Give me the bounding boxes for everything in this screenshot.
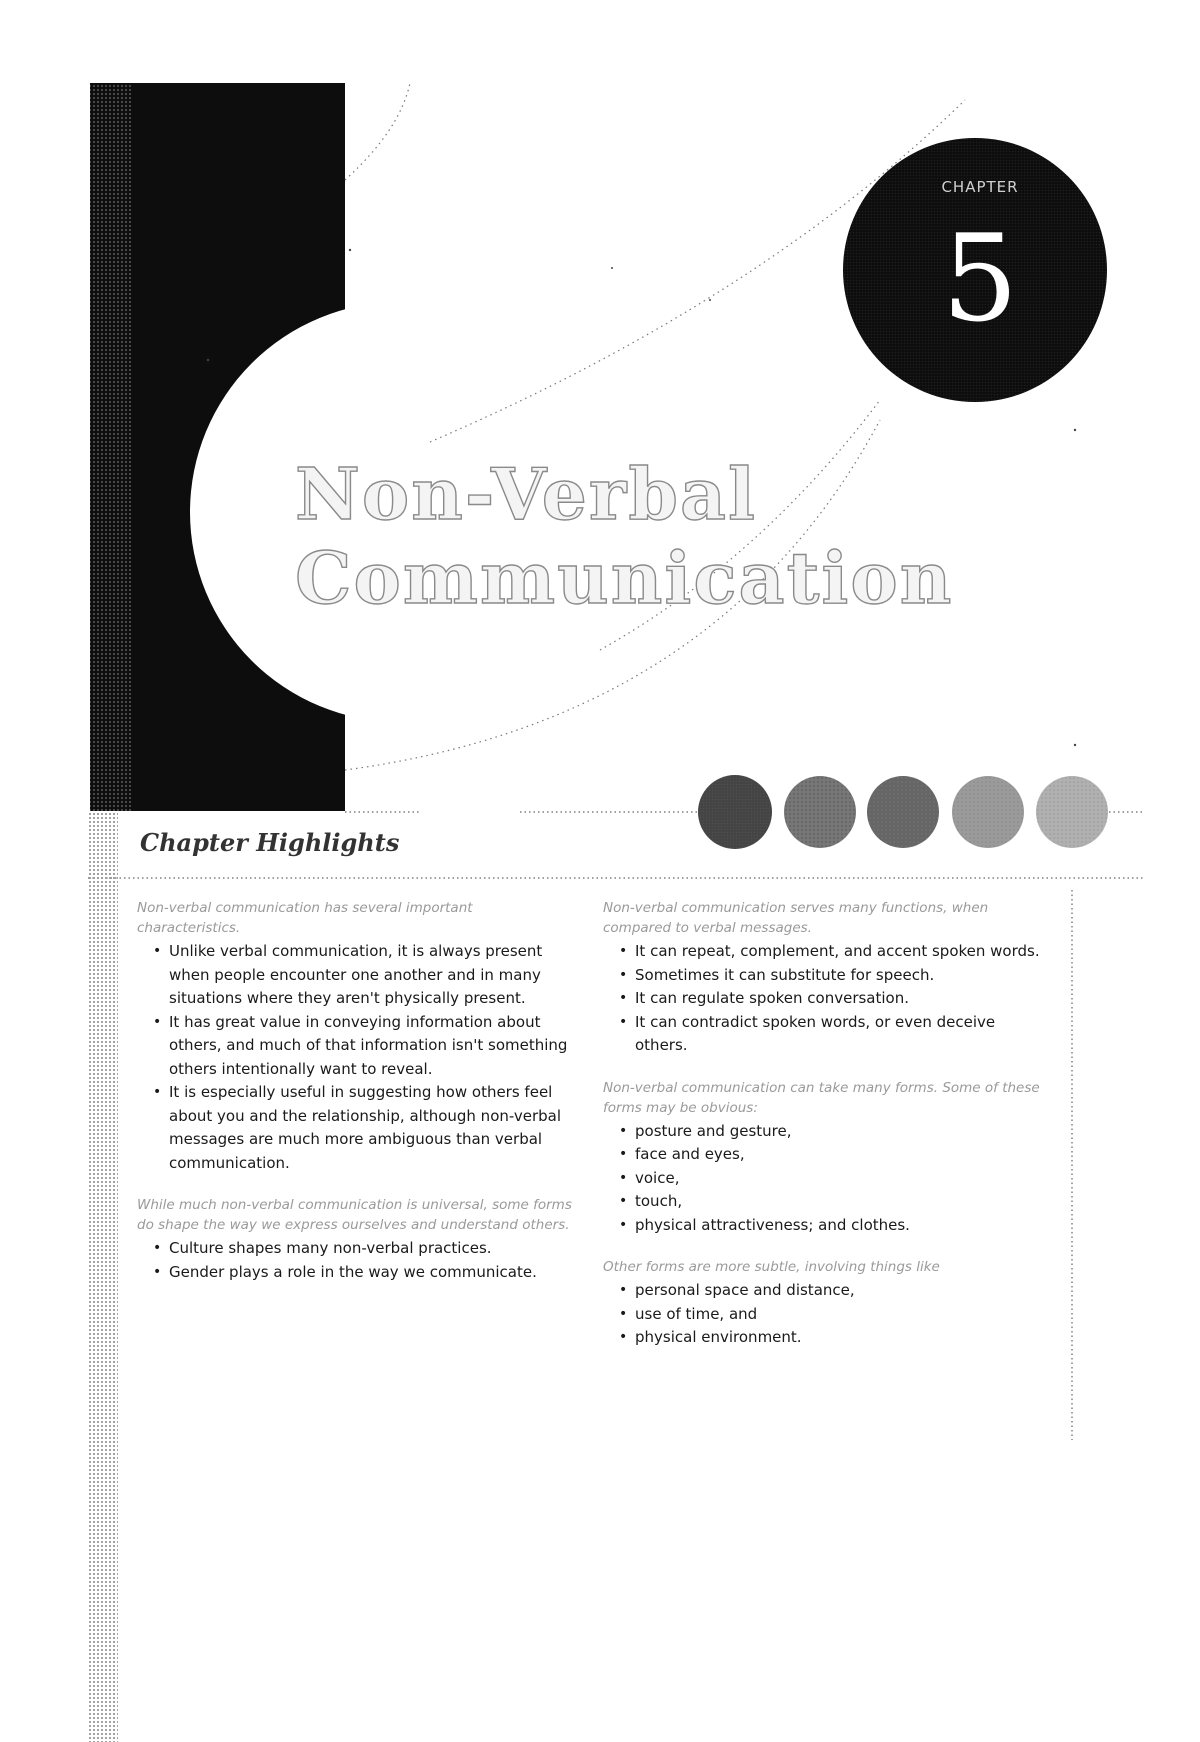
bullet-list [137, 940, 577, 1175]
highlight-group [603, 1078, 1043, 1238]
chapter-title-line-1: Non-Verbal [295, 452, 757, 536]
group-intro: Non-verbal communication serves many functions, when compared to verbal messages. [603, 900, 989, 936]
group-intro: While much non-verbal communication is universal, some forms do shape the way we express ourselves and understand others. [137, 1197, 572, 1233]
list-item: • Unlike verbal communication, it is always present when people encounter one another and in many situations where they aren't physically present. [169, 940, 577, 1011]
list-item: • posture and gesture, [635, 1120, 1043, 1144]
list-item: • It can regulate spoken conversation. [635, 987, 1043, 1011]
list-item: • It can repeat, complement, and accent spoken words. [635, 940, 1043, 964]
group-intro: Non-verbal communication can take many forms. Some of these forms may be obvious: [603, 1079, 1040, 1116]
list-item: • Sometimes it can substitute for speech. [635, 964, 1043, 988]
list-item: • Gender plays a role in the way we communicate. [169, 1261, 577, 1285]
highlights-right-column [603, 898, 1043, 1370]
highlight-group [603, 1257, 1043, 1350]
bullet-list [603, 1120, 1043, 1238]
group-intro: Non-verbal communication has several important characteristics. [137, 900, 473, 936]
list-item: • It is especially useful in suggesting how others feel about you and the relationship, although non-verbal messages are much more ambiguous than verbal communication. [169, 1081, 577, 1175]
chapter-title [295, 452, 953, 620]
list-item: • voice, [635, 1167, 1043, 1191]
list-item: • Culture shapes many non-verbal practices. [169, 1237, 577, 1261]
highlight-group [137, 1195, 577, 1284]
list-item: • It can contradict spoken words, or even deceive others. [635, 1011, 1043, 1058]
chapter-number: 5 [941, 210, 1019, 349]
highlights-left-column [137, 898, 577, 1304]
highlight-group [137, 898, 577, 1175]
list-item: • physical environment. [635, 1326, 1043, 1350]
chapter-title-line-2: Communication [295, 536, 954, 620]
chapter-label: CHAPTER [941, 178, 1019, 196]
left-dotted-margin [88, 812, 118, 1742]
highlights-heading: Chapter Highlights [140, 828, 400, 857]
highlight-group [603, 898, 1043, 1058]
list-item: • touch, [635, 1190, 1043, 1214]
list-item: • use of time, and [635, 1303, 1043, 1327]
bullet-list [137, 1237, 577, 1284]
bullet-list [603, 1279, 1043, 1350]
list-item: • face and eyes, [635, 1143, 1043, 1167]
list-item: • It has great value in conveying information about others, and much of that information isn't something others intentionally want to reveal. [169, 1011, 577, 1082]
list-item: • physical attractiveness; and clothes. [635, 1214, 1043, 1238]
group-intro: Other forms are more subtle, involving things like [603, 1259, 940, 1275]
decorative-circle-row [698, 775, 1108, 849]
list-item: • personal space and distance, [635, 1279, 1043, 1303]
dark-side-panel [90, 83, 610, 811]
bullet-list [603, 940, 1043, 1058]
